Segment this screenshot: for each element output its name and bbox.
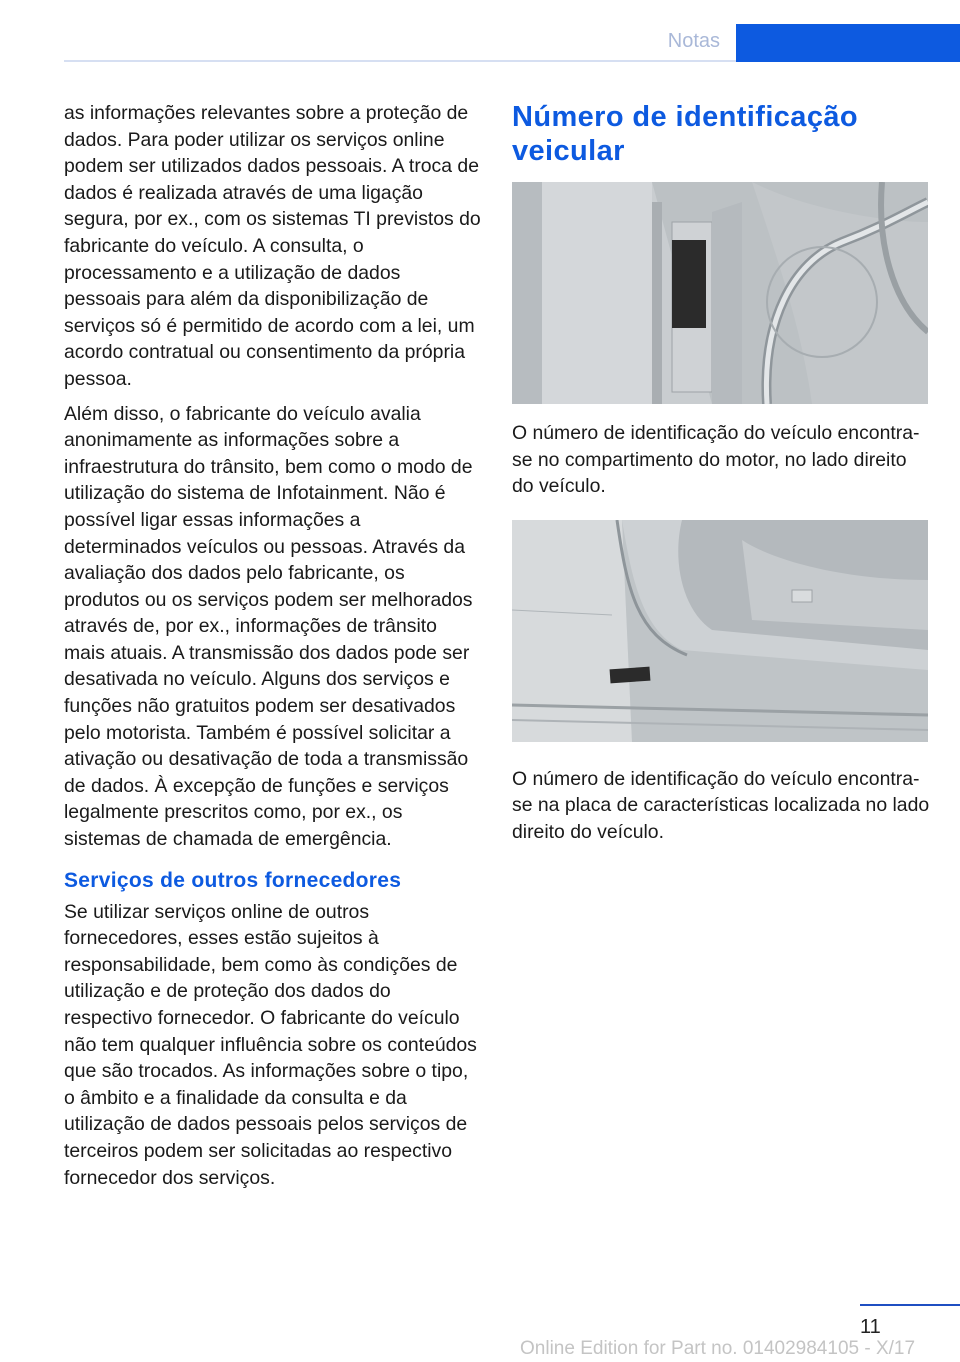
type-plate-marker (610, 666, 651, 683)
paragraph-data-protection: as informações relevantes sobre a proteção de dados. Para poder utilizar os serviços online podem ser utilizados dados pessoais. A troca de dados é realizada através de uma ligação segura, por ex., com os sistemas TI previstos do fabricante do veículo. A consulta, o processamento e a utilização de dados pessoais para além da disponibilização de serviços só é permitido de acordo com a lei, um acordo contratual ou consentimento da própria pessoa. (64, 102, 481, 390)
page-number: 11 (860, 1316, 881, 1338)
engine-compartment-illustration (512, 182, 928, 404)
right-column (512, 100, 932, 854)
paragraph-third-party-services: Se utilizar serviços online de outros fornecedores, esses estão sujeitos à responsabilidade, bem como às condições de utilização e de proteção dos dados do respectivo fornecedor. O fabricante do veículo não tem qualquer influência sobre os conteúdos que são trocados. As informações sobre o tipo, o âmbito e a finalidade da consulta e da utilização de dados pessoais pelos serviços de terceiros podem ser solicitadas ao respectivo fornecedor dos serviços. (64, 900, 477, 1189)
section-label: Notas (667, 30, 720, 52)
edition-footer: Online Edition for Part no. 01402984105 - X/17 (520, 1338, 916, 1359)
subheading-other-providers: Serviços de outros fornecedores (64, 868, 402, 892)
caption-engine-compartment: O número de identificação do veículo encontra-se no compartimento do motor, no lado direito do veículo. (512, 422, 920, 498)
left-column (64, 100, 482, 1199)
header-bar (736, 24, 960, 62)
section-title: Número de identificação veicular (512, 101, 858, 167)
vin-plate-marker (672, 240, 706, 328)
door-sill-illustration (512, 520, 928, 742)
footer-rule (860, 1304, 960, 1306)
paragraph-anonymous-evaluation: Além disso, o fabricante do veículo avalia anonimamente as informações sobre a infraestrutura do trânsito, bem como o modo de utilização do sistema de Infotainment. Não é possível ligar essas informações a determinados veículos ou pessoas. Através da avaliação dos dados pelo fabricante, os produtos ou os serviços podem ser melhorados através de, por ex., informações de trânsito mais atuais. A transmissão dos dados pode ser desativada no veículo. Alguns dos serviços e funções não gratuitos podem ser desativados pelo motorista. Também é possível solicitar a ativação ou desativação de toda a transmissão de dados. À excepção de funções e serviços legalmente prescritos como, por ex., os sistemas de chamada de emergência. (64, 402, 473, 851)
caption-door-sill: O número de identificação do veículo encontra-se na placa de características localizada no lado direito do veículo. (512, 767, 930, 843)
